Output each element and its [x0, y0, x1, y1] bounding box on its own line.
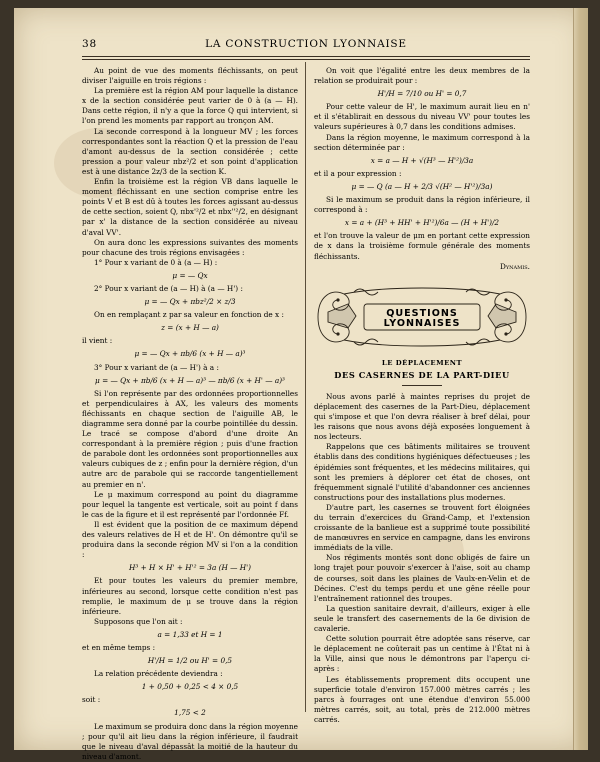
paragraph: Le μ maximum correspond au point du diagramme pour lequel la tangente est verticale, soit au point f dans le cas de la figure et il est représenté par l'ordonnée Ff. [82, 489, 298, 519]
paragraph: et l'on trouve la valeur de μm en portant cette expression de x dans la troisième formule générale des moments fléchissants. [314, 231, 530, 261]
header-rule [82, 56, 530, 60]
paragraph: D'autre part, les casernes se trouvent fort éloignées du terrain d'exercices du Grand-Camp, et l'extension croissante de la banlieue est a supprimé toute possibilité de manœuvres en service en campagne, dans les environs immédiats de la ville. [314, 502, 530, 553]
paragraph: Les établissements proprement dits occupent une superficie totale d'environ 157.000 mètres carrés ; les parcs à fourrages ont une étendue d'environ 55.000 mètres carrés, soit, au total, près de 212.000 mètres carrés. [314, 674, 530, 724]
paragraph: Au point de vue des moments fléchissants, on peut diviser l'aiguille en trois régions : [82, 66, 298, 86]
paragraph: La relation précédente deviendra : [94, 669, 223, 679]
paragraph: On voit que l'égalité entre les deux membres de la relation se produirait pour : [314, 66, 530, 86]
publication-title: LA CONSTRUCTION LYONNAISE [205, 38, 407, 50]
column-divider [305, 62, 306, 712]
equation: H'/H = 7/10 ou H' = 0,7 [377, 89, 467, 99]
banner-title: QUESTIONS LYONNAISES [383, 307, 461, 329]
equation: μ = — Qx [172, 270, 208, 280]
paragraph: La première est la région AM pour laquelle la distance x de la section considérée peut varier de 0 à (a — H). Dans cette région, il n'y a que la force Q qui intervient, si l'on prend les moments par rapport au tronçon AM. [82, 86, 298, 126]
paragraph: La seconde correspond à la longueur MV ; les forces correspondantes sont la réaction Q et la pression de l'eau d'amont au-dessus de la section considérée ; cette pression a pour valeur πbz²/2 et son point d'application est à une distance 2z/3 de la section K. [82, 126, 298, 176]
paragraph: et il a pour expression : [314, 168, 402, 178]
left-column [82, 66, 298, 762]
page-header [82, 38, 530, 54]
paragraph: Nos régiments montés sont donc obligés de faire un long trajet pour pouvoir s'exercer à l'aise, soit au champ de courses, soit dans les plaines de Vaulx-en-Velin et de Décines. C'est du temps perdu et une gêne réelle pour l'entraînement rationnel des troupes. [314, 553, 530, 603]
paragraph: On aura donc les expressions suivantes des moments pour chacune des trois régions envisagées : [82, 237, 298, 257]
paragraph: Si le maximum se produit dans la région inférieure, il correspond à : [314, 195, 530, 215]
paragraph: Pour cette valeur de H', le maximum aurait lieu en n' et il s'établirait en dessous du niveau VV' pour toutes les valeurs supérieures à 0,7 dans les conditions admises. [314, 102, 530, 132]
paragraph: Dans la région moyenne, le maximum correspond à la section déterminée par : [314, 132, 530, 152]
equation: μ = — Q (a — H + 2/3 √(H² — H'²)/3a) [351, 181, 493, 191]
equation: a = 1,33 et H = 1 [157, 629, 223, 639]
page-edge [573, 8, 588, 750]
paragraph: Enfin la troisième est la région VB dans laquelle le moment fléchissant en une section comprise entre les points V et B est dû à toutes les forces agissant au-dessus de cette section, soient Q, πbx'²/2 et πbx''²/2, en désignant par x' la distance de la section considérée au niveau d'aval VV'. [82, 177, 298, 237]
paragraph: Supposons que l'on ait : [94, 616, 183, 626]
paragraph: Si l'on représente par des ordonnées proportionnelles et perpendiculaires à AX, les valeurs des moments fléchissants en chaque section de l'aiguille AB, le diagramme sera donné par la courbe pointillée du dessin. Le tracé se compose d'abord d'une droite An correspondant à la première région ; puis d'une fraction de parabole dont les ordonnées sont proportionnelles aux valeurs cubiques de z ; enfin pour la dernière région, d'un autre arc de parabole qui se raccorde tangentiellement au premier en n'. [82, 388, 298, 489]
equation: μ = — Qx + πbz²/2 × z/3 [144, 297, 236, 307]
paragraph: La question sanitaire devrait, d'ailleurs, exiger à elle seule le transfert des casernements de la 6e division de cavalerie. [314, 603, 530, 634]
paragraph: On en remplaçant z par sa valeur en fonction de x : [94, 310, 284, 320]
equation: x = a + (H³ + HH' + H'²)/6a — (H + H')/2 [344, 218, 500, 228]
paragraph: 1° Pour x variant de 0 à (a — H) : [94, 257, 218, 267]
headline-rule [402, 385, 442, 386]
right-column [314, 66, 530, 725]
equation: 1 + 0,50 + 0,25 < 4 × 0,5 [141, 682, 239, 692]
paragraph: Le maximum se produira donc dans la région moyenne ; pour qu'il ait lieu dans la région inférieure, il faudrait que le niveau d'aval dépassât la moitié de la hauteur du niveau d'amont. [82, 721, 298, 761]
paragraph: Il est évident que la position de ce maximum dépend des valeurs relatives de H et de H'. On démontre qu'il se produira dans la seconde région MV si l'on a la condition : [82, 519, 298, 560]
equation: z = (x + H — a) [161, 323, 219, 333]
author-signature: Dynamis. [500, 261, 530, 271]
equation: H'/H = 1/2 ou H' = 0,5 [147, 656, 233, 666]
page-number: 38 [82, 38, 97, 50]
paragraph: Rappelons que ces bâtiments militaires se trouvent établis dans des conditions hygiéniques défectueuses ; les épidémies sont fréquentes, et les médecins militaires, qui sont les premiers à déplorer cet état de choses, ont fréquemment signalé l'utilité d'abandonner ces anciennes constructions pour des installations plus modernes. [314, 442, 530, 502]
equation: 1,75 < 2 [174, 708, 206, 718]
equation: H³ + H × H' + H'² = 3a (H — H') [128, 563, 251, 573]
equation: x = a — H + √(H³ — H'²)/3a [370, 155, 474, 165]
paragraph: et en même temps : [82, 642, 156, 652]
paragraph: Cette solution pourrait être adoptée sans réserve, car le déplacement ne coûterait pas un centime à l'État ni à la Ville, ainsi que nous le démontrons par l'aperçu ci-après : [314, 634, 530, 674]
paragraph: il vient : [82, 336, 113, 346]
section-banner [314, 282, 530, 352]
paragraph: 3° Pour x variant de (a — H') à a : [94, 362, 219, 372]
article-kicker: LE DÉPLACEMENT [381, 358, 463, 367]
equation: μ = — Qx + πb/6 (x + H — a)³ [134, 349, 246, 359]
article-headline: DES CASERNES DE LA PART-DIEU [334, 369, 510, 380]
paragraph: soit : [82, 695, 101, 705]
equation: μ = — Qx + πb/6 (x + H — a)³ — πb/6 (x + H' — a)³ [95, 375, 285, 385]
paragraph: Nous avons parlé à maintes reprises du projet de déplacement des casernes de la Part-Dieu, déplacement qui s'impose et que l'on devra réaliser à bref délai, pour les raisons que nous avons déjà exposées longuement à nos lecteurs. [314, 391, 530, 442]
paragraph: Et pour toutes les valeurs du premier membre, inférieures au second, lorsque cette condition n'est pas remplie, le maximum de μ se trouve dans la région inférieure. [82, 576, 298, 616]
paragraph: 2° Pour x variant de (a — H) à (a — H') : [94, 283, 243, 293]
